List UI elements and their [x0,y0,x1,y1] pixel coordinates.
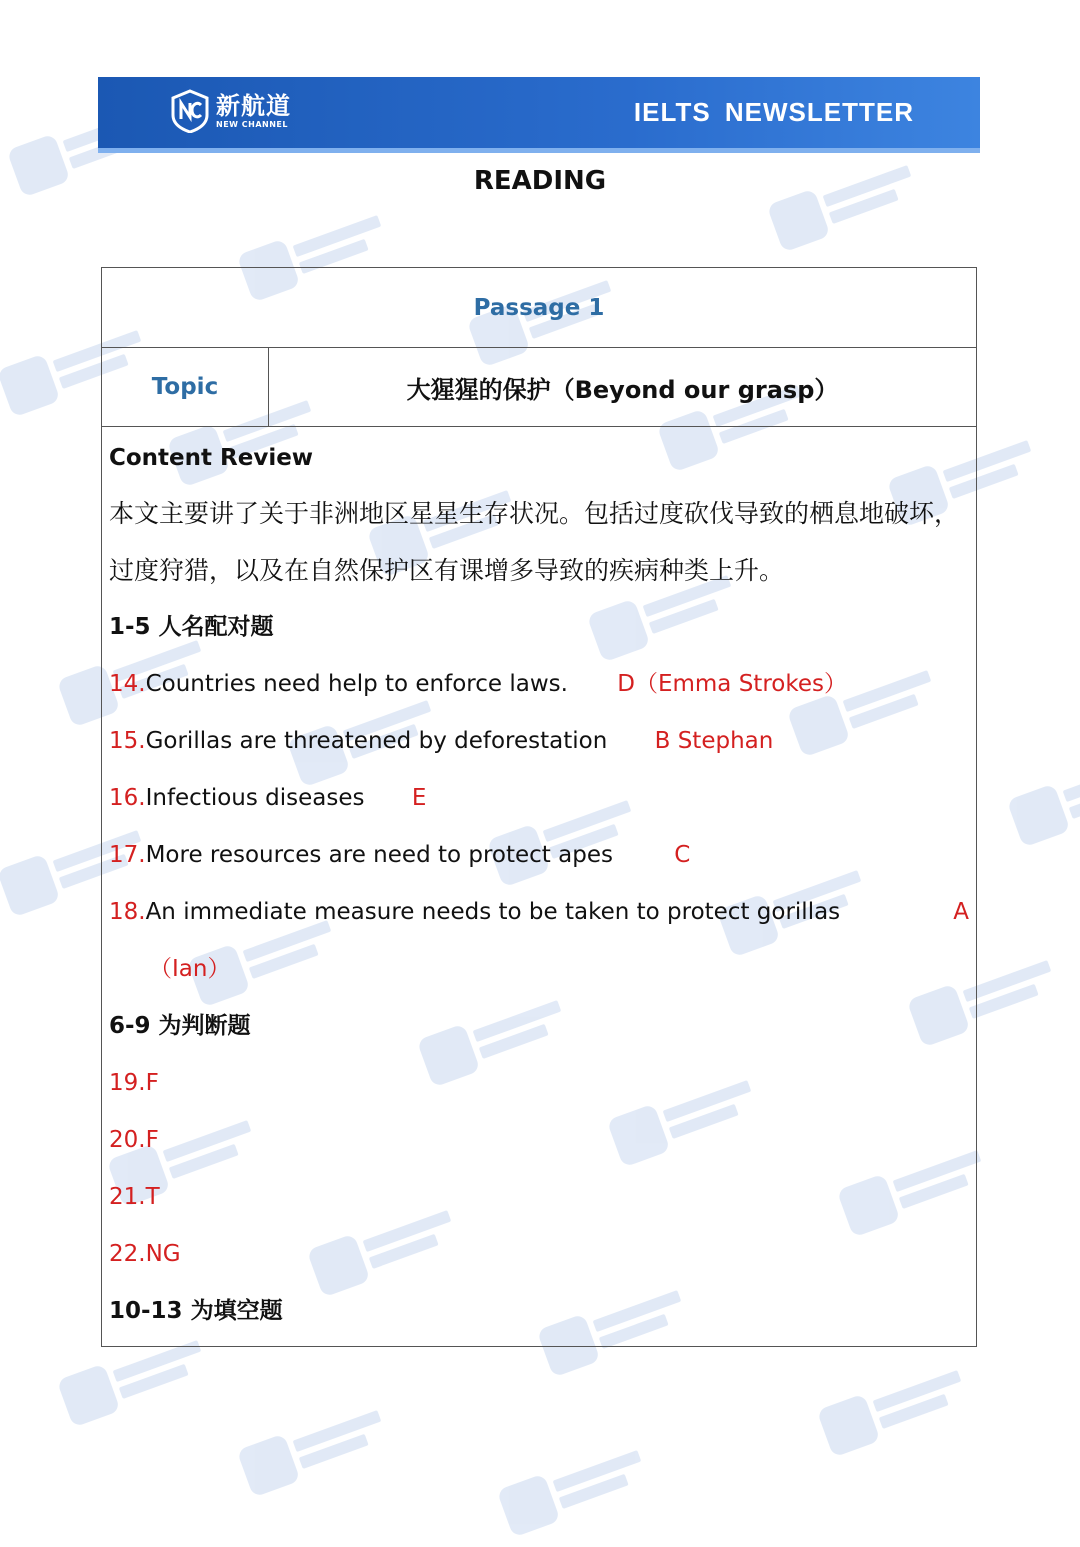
question-number: 17. [109,842,146,868]
newsletter-header [98,77,980,153]
watermark-logo [1003,733,1080,857]
watermark-logo [813,1343,997,1467]
header-underline [98,148,980,153]
question-text: Infectious diseases [145,785,365,811]
passage-title: Passage 1 [473,294,605,321]
question-answer: D（Emma Strokes） [617,671,847,697]
brand-shield-icon [170,89,210,133]
question-item [109,827,969,884]
tfng-answer: 19.F [109,1070,159,1096]
question-answer: C [674,842,691,868]
question-item [109,770,969,827]
passage-title-row [102,268,976,348]
content-review [102,427,976,1340]
question-item [109,884,969,941]
question-number: 16. [109,785,146,811]
question-text: An immediate measure needs to be taken to protect gorillas [145,899,841,925]
passage-table [101,267,977,1347]
true-false-heading: 6-9 为判断题 [109,1013,251,1039]
question-answer-continued [109,941,969,998]
topic-value: 大猩猩的保护（Beyond our grasp） [406,375,839,404]
question-answer-name: （Ian） [149,956,231,982]
content-review-title: Content Review [109,445,314,471]
tfng-answer: 21.T [109,1184,160,1210]
tfng-answer: 20.F [109,1127,159,1153]
question-number: 15. [109,728,146,754]
question-answer: A [953,899,969,925]
fill-blank-heading: 10-13 为填空题 [109,1298,283,1324]
topic-label: Topic [102,348,269,426]
watermark-logo [763,138,947,262]
topic-row [102,348,976,427]
question-text: More resources are need to protect apes [145,842,613,868]
watermark-logo [233,1383,417,1507]
logo-chinese-name: 新航道 [216,92,291,120]
tfng-answer: 22.NG [109,1241,181,1267]
matching-heading: 1-5 人名配对题 [109,614,274,640]
question-answer: E [411,785,427,811]
question-item [109,656,969,713]
question-text: Gorillas are threatened by deforestation [145,728,608,754]
question-number: 14. [109,671,146,697]
question-item [109,713,969,770]
newsletter-title: IELTS NEWSLETTER [633,97,914,127]
logo-english-name: NEW CHANNEL [216,120,288,129]
watermark-logo [493,1423,677,1547]
passage-summary: 本文主要讲了关于非洲地区星星生存状况。包括过度砍伐导致的栖息地破坏，过度狩猎，以及在自然保护区有课增多导致的疾病种类上升。 [109,499,960,585]
question-answer: B Stephan [654,728,774,754]
brand-logo [170,89,291,133]
section-heading: READING [473,166,607,196]
question-number: 18. [109,899,146,925]
question-text: Countries need help to enforce laws. [145,671,568,697]
